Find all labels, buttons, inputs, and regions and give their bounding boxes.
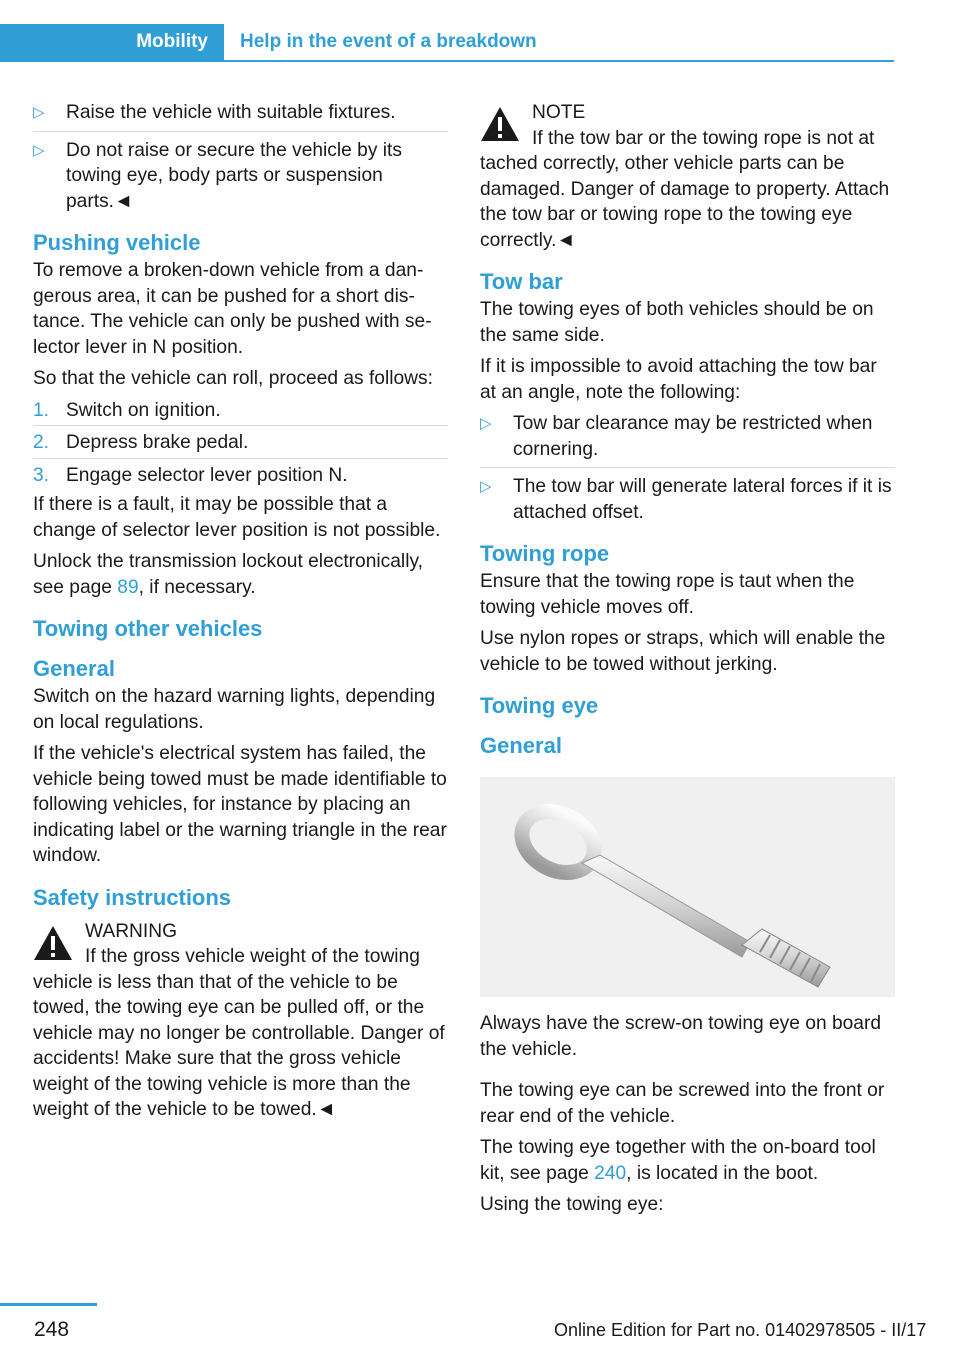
paragraph: The towing eyes of both vehicles should be on the same side. bbox=[480, 299, 874, 346]
step-item bbox=[33, 398, 448, 424]
note-box bbox=[480, 100, 895, 253]
paragraph: Unlock the transmission lockout electronically, see page 89, if necessary. bbox=[33, 551, 423, 598]
left-column bbox=[33, 100, 448, 1123]
step-item bbox=[33, 425, 448, 456]
paragraph: The towing eye together with the on-board tool kit, see page 240, is located in the boot. bbox=[480, 1137, 876, 1184]
heading-pushing-vehicle: Pushing vehicle bbox=[33, 230, 201, 255]
triangle-bullet-icon: ▷ bbox=[33, 141, 45, 159]
paragraph: Switch on the hazard warning lights, depending on local regulations. bbox=[33, 686, 436, 733]
step-text: Depress brake pedal. bbox=[66, 432, 249, 453]
heading-towing-rope: Towing rope bbox=[480, 541, 610, 566]
paragraph: If the vehicle's electrical system has failed, the vehicle being towed must be made identifiable to following vehicles, for instance by placing an indicating label or the warning triangle in the rear window. bbox=[33, 743, 447, 866]
paragraph: Using the towing eye: bbox=[480, 1194, 664, 1215]
right-column bbox=[480, 100, 895, 1224]
list-item: ▷ Raise the vehicle with suitable fixtures. bbox=[33, 100, 448, 126]
paragraph: Use nylon ropes or straps, which will enable the vehicle to be towed without jerking. bbox=[480, 628, 886, 675]
list-item: ▷ Do not raise or secure the vehicle by its towing eye, body parts or suspension parts.◄ bbox=[33, 131, 448, 215]
page-number: 248 bbox=[34, 1318, 70, 1341]
step-item bbox=[33, 458, 448, 489]
step-number: 3. bbox=[33, 464, 50, 486]
page-link[interactable]: 240 bbox=[594, 1162, 627, 1184]
heading-general: General bbox=[33, 656, 115, 681]
paragraph: If there is a fault, it may be possible that a change of selector lever position is not possible. bbox=[33, 494, 441, 541]
note-text: If the tow bar or the towing rope is not at bbox=[532, 127, 875, 149]
towing-eye-icon bbox=[480, 777, 895, 997]
paragraph: Ensure that the towing rope is taut when the towing vehicle moves off. bbox=[480, 571, 855, 618]
warning-triangle-icon bbox=[33, 925, 73, 961]
heading-towing-other-vehicles: Towing other vehicles bbox=[33, 616, 263, 641]
chapter-tab[interactable]: Help in the event of a breakdown bbox=[240, 31, 537, 52]
page-header bbox=[0, 24, 894, 62]
paragraph: The towing eye can be screwed into the front or rear end of the vehicle. bbox=[480, 1080, 885, 1127]
list-item: ▷ The tow bar will generate lateral forces if it is attached offset. bbox=[480, 467, 895, 525]
paragraph: If it is impossible to avoid attaching the tow bar at an angle, note the following: bbox=[480, 356, 877, 403]
edition-text: Online Edition for Part no. 01402978505 - II/17 bbox=[554, 1320, 927, 1340]
paragraph: To remove a broken-down vehicle from a dangerous area, it can be pushed for a short distance. The vehicle can only be pushed with selector lever in N position. bbox=[33, 260, 432, 358]
heading-tow-bar: Tow bar bbox=[480, 269, 563, 294]
step-number: 1. bbox=[33, 399, 50, 421]
heading-safety-instructions: Safety instructions bbox=[33, 884, 232, 910]
list-item: ▷ Tow bar clearance may be restricted when cornering. bbox=[480, 413, 873, 460]
warning-label: WARNING bbox=[85, 920, 178, 942]
warning-box bbox=[33, 919, 448, 1123]
towing-eye-illustration bbox=[480, 777, 895, 997]
page-link[interactable]: 89 bbox=[117, 576, 139, 598]
warning-triangle-icon bbox=[480, 106, 520, 142]
header-rule bbox=[0, 60, 894, 62]
step-text: Engage selector lever position N. bbox=[66, 464, 348, 486]
warning-text: vehicle is less than that of the vehicle to be towed, the towing eye can be pulled off, or the vehicle may no longer be controllable. Danger of accidents! Make sure that the gross vehicle weight of the towing vehicle is more than the weight of the vehicle to be towed.◄ bbox=[33, 971, 445, 1120]
section-tab[interactable]: Mobility bbox=[0, 24, 224, 60]
heading-general: General bbox=[480, 733, 562, 758]
note-text: tached correctly, other vehicle parts can be damaged. Danger of damage to property. Attach the tow bar or towing rope to the towing eye correctly.◄ bbox=[480, 153, 890, 251]
note-label: NOTE bbox=[532, 102, 586, 123]
triangle-bullet-icon: ▷ bbox=[33, 104, 45, 121]
paragraph: So that the vehicle can roll, proceed as follows: bbox=[33, 368, 433, 389]
step-number: 2. bbox=[33, 432, 50, 453]
footer-rule bbox=[0, 1303, 97, 1306]
triangle-bullet-icon: ▷ bbox=[480, 478, 492, 495]
triangle-bullet-icon: ▷ bbox=[480, 415, 492, 432]
heading-towing-eye: Towing eye bbox=[480, 693, 599, 718]
paragraph: Always have the screw-on towing eye on board the vehicle. bbox=[480, 1013, 882, 1060]
warning-text: If the gross vehicle weight of the towing bbox=[85, 946, 420, 967]
step-text: Switch on ignition. bbox=[66, 399, 221, 421]
